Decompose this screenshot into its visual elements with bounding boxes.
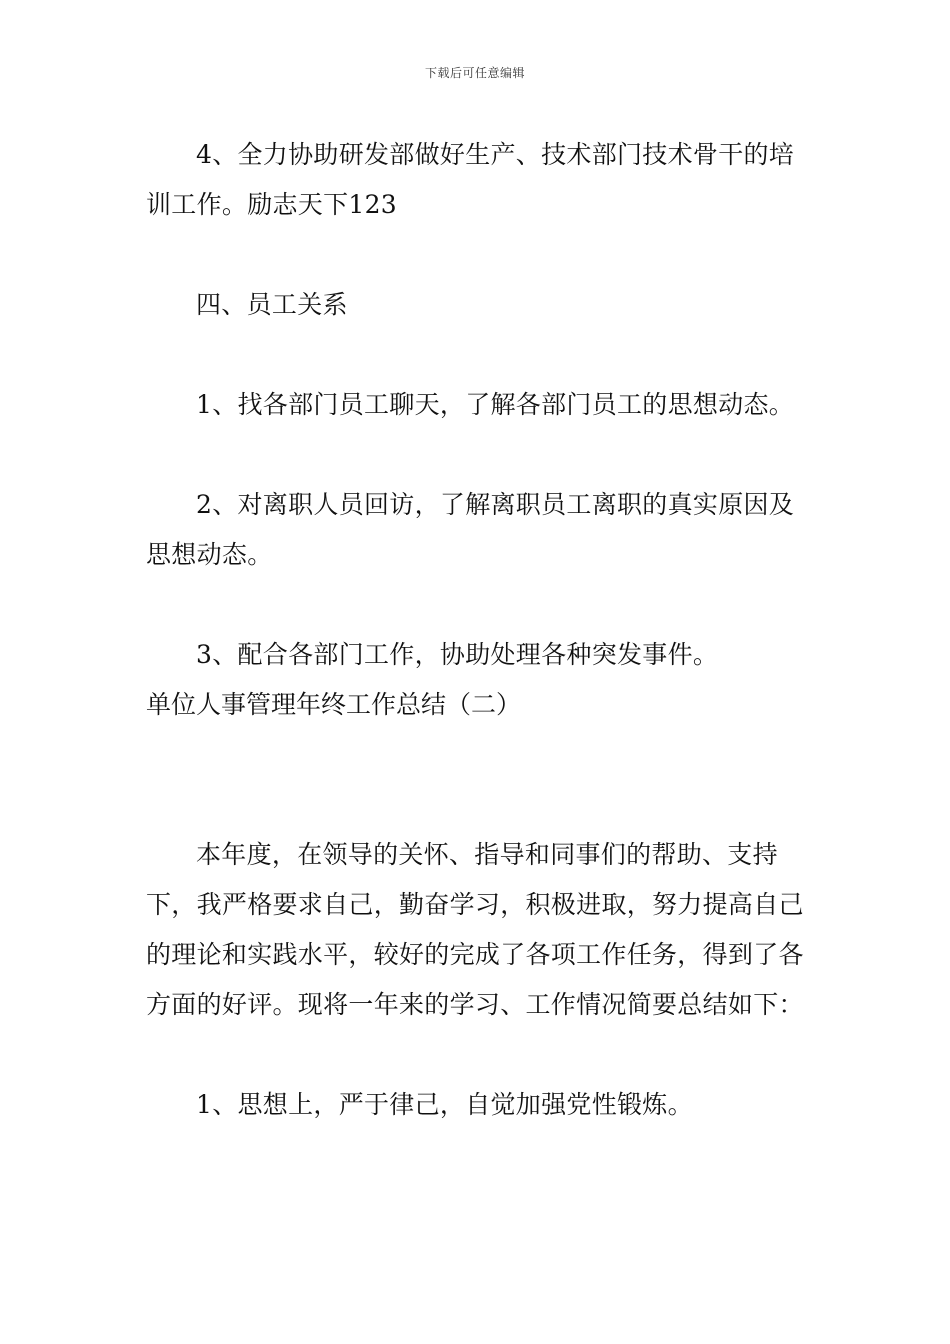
section-title: 单位人事管理年终工作总结（二） (146, 690, 522, 719)
paragraph-intro: 本年度，在领导的关怀、指导和同事们的帮助、支持下，我严格要求自己，勤奋学习，积极进取，努力提高自己的理论和实践水平，较好的完成了各项工作任务，得到了各方面的好评。现将一年来的学习、工作情况简要总结如下： (146, 840, 804, 1019)
paragraph-chat-employees: 1、找各部门员工聊天，了解各部门员工的思想动态。 (196, 390, 795, 419)
document-body (146, 130, 808, 1130)
paragraph-exit-interviews: 2、对离职人员回访，了解离职员工离职的真实原因及思想动态。 (146, 490, 795, 569)
heading-employee-relations: 四、员工关系 (196, 290, 348, 319)
paragraph-item-1: 1、思想上，严于律己，自觉加强党性锻炼。 (196, 1090, 693, 1119)
paragraph-emergencies: 3、配合各部门工作，协助处理各种突发事件。 (196, 640, 719, 669)
page-header-note: 下载后可任意编辑 (424, 66, 525, 80)
paragraph-training: 4、全力协助研发部做好生产、技术部门技术骨干的培训工作。励志天下123 (146, 140, 795, 219)
